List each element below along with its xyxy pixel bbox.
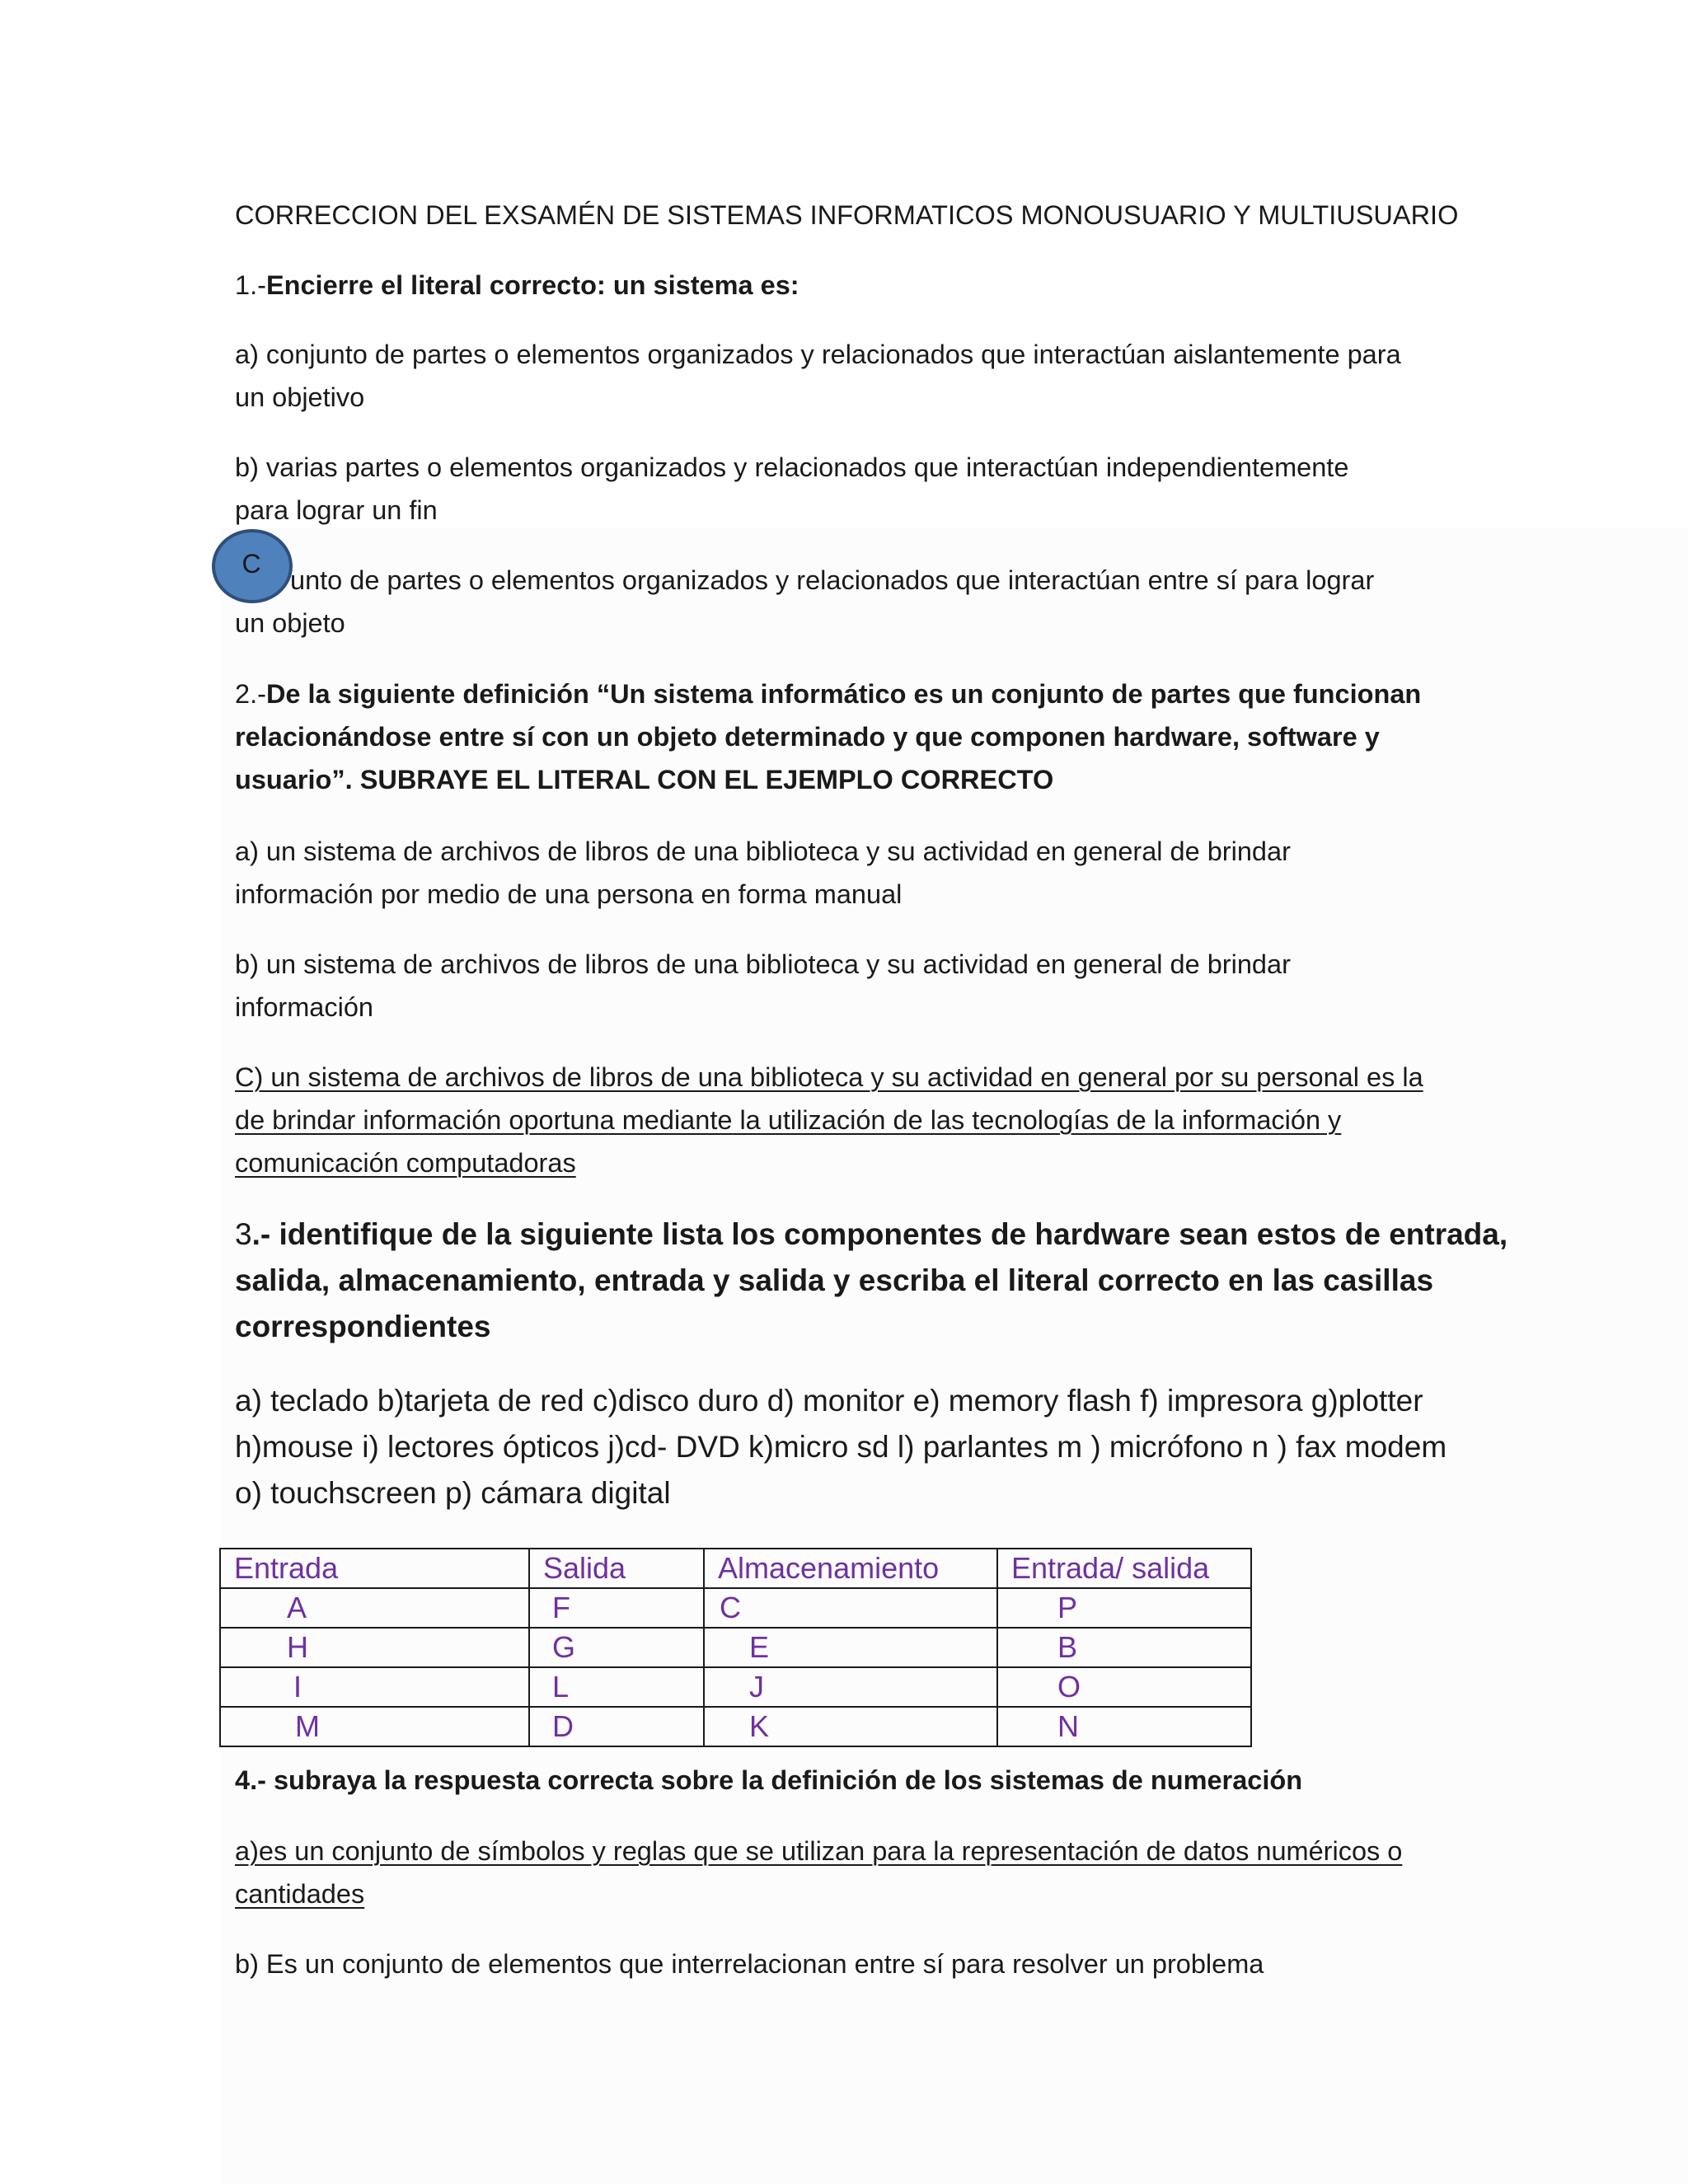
table-cell: D [529, 1707, 704, 1746]
q4-option-a-line1: a)es un conjunto de símbolos y reglas que se utilizan para la representación de datos numéricos o [235, 1836, 1403, 1866]
table-cell: L [529, 1667, 704, 1707]
q4-option-a-line2: cantidades [235, 1879, 365, 1909]
table-cell: P [997, 1588, 1251, 1628]
q2-option-c-line1: C) un sistema de archivos de libros de una biblioteca y su actividad en general por su personal es la [235, 1062, 1423, 1092]
q2-option-a-line1: a) un sistema de archivos de libros de una biblioteca y su actividad en general de brindar [235, 837, 1291, 866]
document-title: CORRECCION DEL EXSAMÉN DE SISTEMAS INFORMATICOS MONOUSUARIO Y MULTIUSUARIO [235, 200, 1459, 230]
question-3-prompt-line1: .- identifique de la siguiente lista los componentes de hardware sean estos de entrada, [251, 1217, 1508, 1251]
question-1-prompt: Encierre el literal correcto: un sistema es: [265, 270, 799, 300]
table-cell: E [704, 1628, 997, 1667]
question-2-prompt-line3: usuario”. SUBRAYE EL LITERAL CON EL EJEMPLO CORRECTO [235, 765, 1054, 794]
q4-option-b-line1: b) Es un conjunto de elementos que interrelacionan entre sí para resolver un problema [235, 1949, 1264, 1979]
table-row [220, 1628, 1251, 1667]
q2-option-c-line3: comunicación computadoras [235, 1148, 576, 1178]
question-4-prompt: .- subraya la respuesta correcta sobre la definición de los sistemas de numeración [250, 1765, 1303, 1795]
question-2-line1 [235, 673, 1421, 715]
table-cell: B [997, 1628, 1251, 1667]
table-cell: K [704, 1707, 997, 1746]
q2-option-c-line2: de brindar información oportuna mediante la utilización de las tecnologías de la información y [235, 1105, 1342, 1135]
question-3-prompt-line2: salida, almacenamiento, entrada y salida y escriba el literal correcto en las casillas [235, 1263, 1434, 1297]
header-entrada: Entrada [220, 1549, 529, 1588]
table-cell: G [529, 1628, 704, 1667]
q2-option-a-line2: información por medio de una persona en forma manual [235, 879, 903, 909]
table-cell: I [220, 1667, 529, 1707]
table-row [220, 1667, 1251, 1707]
hardware-classification-table [219, 1548, 1252, 1747]
q1-option-c-line1: unto de partes o elementos organizados y relacionados que interactúan entre sí para lograr [290, 565, 1375, 595]
q2-option-b-line1: b) un sistema de archivos de libros de una biblioteca y su actividad en general de brindar [235, 949, 1291, 979]
question-2-number: 2.- [235, 679, 266, 709]
q1-option-c-line2: un objeto [235, 608, 345, 638]
table-cell: H [220, 1628, 529, 1667]
table-cell: M [220, 1707, 529, 1746]
question-3-line1 [235, 1212, 1507, 1258]
header-salida: Salida [529, 1549, 704, 1588]
question-4-number: 4 [235, 1765, 251, 1795]
table-cell: O [997, 1667, 1251, 1707]
answer-circle-label: C [241, 548, 261, 579]
q1-option-a-line2: un objetivo [235, 382, 365, 412]
question-2-prompt-line2: relacionándose entre sí con un objeto determinado y que componen hardware, software y [235, 722, 1380, 752]
table-cell: N [997, 1707, 1251, 1746]
table-cell: F [529, 1588, 704, 1628]
table-row [220, 1588, 1251, 1628]
table-cell: J [704, 1667, 997, 1707]
q2-option-b-line2: información [235, 992, 373, 1022]
q3-list-line3: o) touchscreen p) cámara digital [235, 1476, 671, 1510]
question-3-prompt-line3: correspondientes [235, 1310, 491, 1343]
header-almacenamiento: Almacenamiento [704, 1549, 997, 1588]
answer-circle-mark [212, 529, 293, 603]
question-4 [235, 1759, 1302, 1802]
table-header-row [220, 1549, 1251, 1588]
question-3-number: 3 [235, 1217, 252, 1251]
question-1 [235, 264, 799, 307]
q1-option-b-line1: b) varias partes o elementos organizados y relacionados que interactúan independientemente [235, 452, 1349, 482]
q3-list-line1: a) teclado b)tarjeta de red c)disco duro d) monitor e) memory flash f) impresora g)plotter [235, 1384, 1423, 1418]
question-1-number: 1.- [235, 270, 266, 300]
question-2-prompt-line1: De la siguiente definición “Un sistema informático es un conjunto de partes que funcionan [265, 679, 1422, 709]
q1-option-b-line2: para lograr un fin [235, 495, 438, 525]
q3-list-line2: h)mouse i) lectores ópticos j)cd- DVD k)micro sd l) parlantes m ) micrófono n ) fax modem [235, 1430, 1447, 1464]
table-cell: C [704, 1588, 997, 1628]
q1-option-a-line1: a) conjunto de partes o elementos organizados y relacionados que interactúan aislantemente para [235, 340, 1401, 369]
header-entrada-salida: Entrada/ salida [997, 1549, 1251, 1588]
table-cell: A [220, 1588, 529, 1628]
table-row [220, 1707, 1251, 1746]
